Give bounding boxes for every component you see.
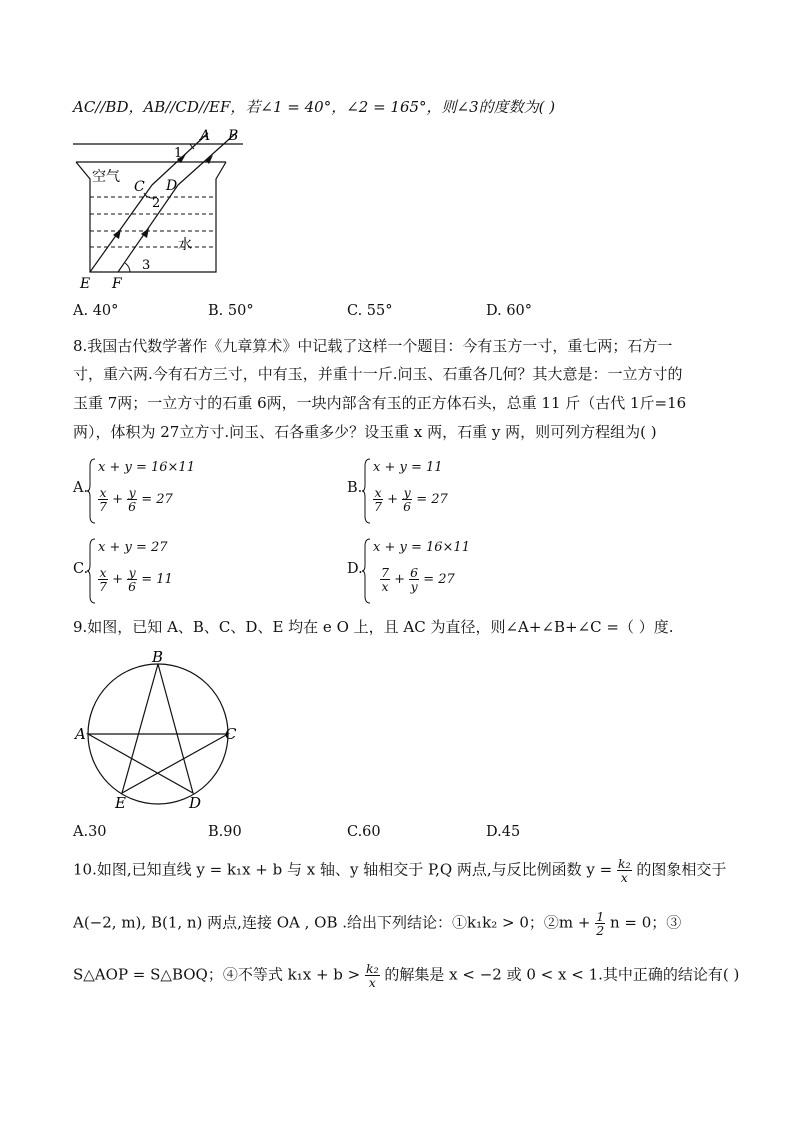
fig-label-B: B [228,128,239,144]
q9-option-d: D.45 [486,824,521,840]
fig9-label-A: A [75,725,86,743]
fig9-label-C: C [225,725,237,743]
fig-air-label: 空气 [92,169,120,185]
q9-option-b: B.90 [208,824,242,840]
fig9-label-B: B [152,650,164,666]
q8-c-eq2: $\frac{x}{7}$ + $\frac{y}{6}$ = 11 [99,565,173,594]
q8-a-eq1: x + y = 16×11 [98,460,195,475]
q7-refraction-figure [70,127,250,292]
q8-b-eq2: $\frac{x}{7}$ + $\frac{y}{6}$ = 27 [374,485,448,514]
fig-label-E: E [80,276,91,292]
q10-line-3: S△AOP = S△BOQ；④不等式 k₁x + b > $\frac{\text{k₂}}{x}$ 的解集是 x < −2 或 0 < x < 1.其中正确的结论有( ) [73,961,740,990]
q8-b-eq1: x + y = 11 [373,460,443,475]
q9-option-c: C.60 [347,824,381,840]
brace-icon [362,458,372,524]
q7-option-d: D. 60° [486,303,533,319]
q8-option-a-label: A. [73,480,89,496]
q8-stem-line-3: 玉重 7两；一立方寸的石重 6两，一块内部含有玉的正方体石头，总重 11 斤（古代 1斤=16 [73,394,687,412]
q7-option-b: B. 50° [208,303,254,319]
q7-option-a: A. 40° [73,303,119,319]
q9-circle-star-figure [72,650,252,812]
brace-icon [87,538,97,604]
q10-line-1: 10.如图,已知直线 y = k₁x + b 与 x 轴、y 轴相交于 P,Q 两点,与反比例函数 y = $\frac{\text{k₂}}{x}$ 的图象相交于 [73,856,727,885]
fig-label-A: A [200,128,211,144]
fig-water-label: 水 [178,237,192,253]
fig9-label-D: D [189,794,202,812]
q9-option-a: A.30 [73,824,107,840]
q8-d-eq2: $\frac{7}{x}$ + $\frac{6}{y}$ = 27 [381,565,455,594]
fig-label-F: F [112,276,122,292]
fig-angle-1: 1 [174,146,183,161]
fig-label-D: D [166,178,178,194]
brace-icon [362,538,372,604]
q8-d-eq1: x + y = 16×11 [373,540,470,555]
fig-angle-3: 3 [142,258,151,273]
fig9-label-E: E [115,794,126,812]
fig-label-C: C [134,179,145,195]
fig-angle-2: 2 [152,196,161,211]
q8-stem-line-1: 8.我国古代数学著作《九章算术》中记载了这样一个题目：今有玉方一寸，重七两；石方一 [73,337,673,355]
q8-option-b-label: B. [347,480,363,496]
q10-line-2: A(−2, m), B(1, n) 两点,连接 OA , OB .给出下列结论：①k₁k₂ > 0；②m + $\frac{1}{2}$ n = 0；③ [73,909,682,938]
q8-stem-line-2: 寸，重六两.今有石方三寸，中有玉，并重十一斤.问玉、石重各几何？其大意是：一立方寸的 [73,365,683,383]
q8-option-c-label: C. [73,561,89,577]
q8-stem-line-4: 两），体积为 27立方寸.问玉、石各重多少？设玉重 x 两，石重 y 两，则可列方程组为( ) [73,423,657,441]
q8-c-eq1: x + y = 27 [98,540,168,555]
q8-option-d-label: D. [347,561,363,577]
q9-stem: 9.如图，已知 A、B、C、D、E 均在 e O 上，且 AC 为直径，则∠A+∠B+∠C =（ ）度. [73,618,674,636]
brace-icon [87,458,97,524]
q8-a-eq2: $\frac{x}{7}$ + $\frac{y}{6}$ = 27 [99,485,173,514]
q7-option-c: C. 55° [347,303,393,319]
q7-stem: AC//BD，AB//CD//EF，若∠1 = 40°，∠2 = 165°，则∠3的度数为( ) [73,98,556,116]
